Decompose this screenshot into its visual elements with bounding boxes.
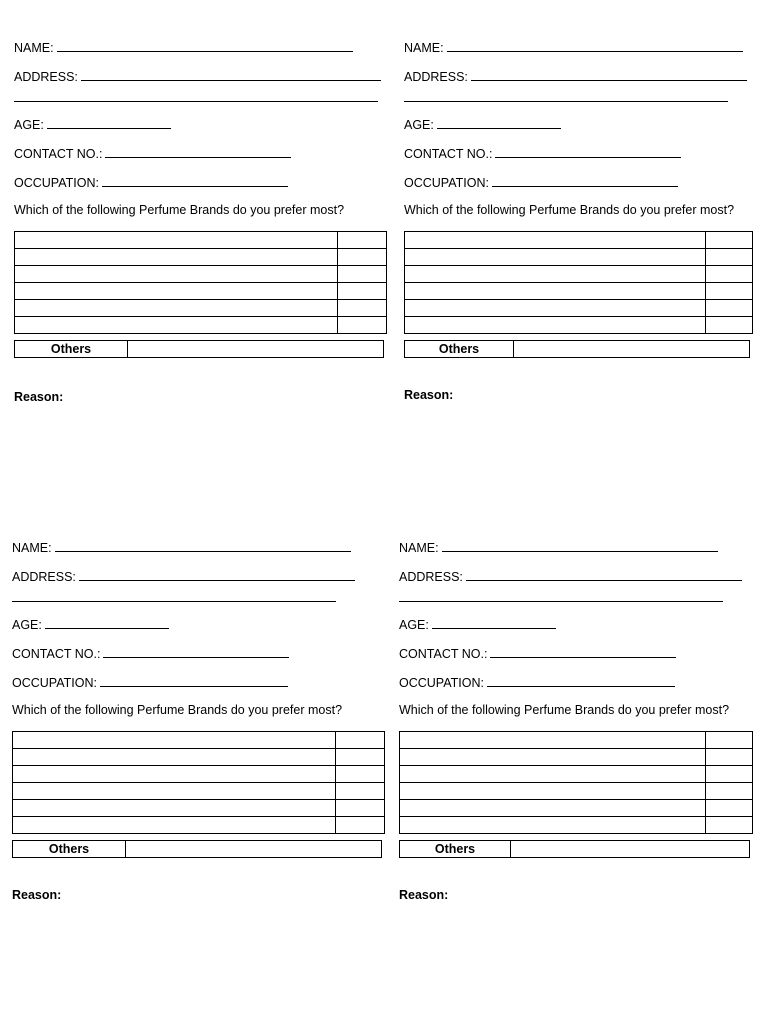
name-field[interactable]	[447, 38, 743, 52]
name-field[interactable]	[57, 38, 353, 52]
brand-name-cell[interactable]	[13, 800, 336, 817]
brand-mark-cell[interactable]	[706, 800, 753, 817]
brand-name-cell[interactable]	[405, 266, 706, 283]
brand-mark-cell[interactable]	[336, 732, 385, 749]
others-label: Others	[405, 341, 514, 358]
others-row-table	[399, 840, 750, 858]
address-field[interactable]	[466, 567, 742, 581]
table-row	[13, 783, 385, 800]
name-row	[14, 38, 353, 58]
table-row	[15, 341, 384, 358]
contact-no-row	[12, 644, 289, 664]
others-label: Others	[13, 841, 126, 858]
age-field[interactable]	[47, 115, 171, 129]
others-input-cell[interactable]	[511, 841, 750, 858]
table-row	[405, 300, 753, 317]
table-row	[13, 817, 385, 834]
others-row-table	[12, 840, 382, 858]
address-line-2-field[interactable]	[404, 100, 728, 102]
brand-name-cell[interactable]	[13, 766, 336, 783]
brand-name-cell[interactable]	[15, 249, 338, 266]
brand-name-cell[interactable]	[13, 817, 336, 834]
table-row	[13, 732, 385, 749]
brand-mark-cell[interactable]	[706, 817, 753, 834]
brand-mark-cell[interactable]	[338, 232, 387, 249]
others-label: Others	[400, 841, 511, 858]
brand-choice-table	[404, 231, 753, 334]
brand-mark-cell[interactable]	[706, 783, 753, 800]
address-label: ADDRESS:	[14, 70, 78, 84]
table-row	[400, 841, 750, 858]
perfume-question: Which of the following Perfume Brands do you prefer most?	[399, 703, 730, 717]
reason-label: Reason:	[14, 390, 64, 404]
reason-label: Reason:	[12, 888, 62, 902]
name-field[interactable]	[55, 538, 351, 552]
age-field[interactable]	[45, 615, 169, 629]
name-row	[399, 538, 718, 558]
brand-mark-cell[interactable]	[706, 283, 753, 300]
table-row	[13, 841, 382, 858]
brand-name-cell[interactable]	[400, 783, 706, 800]
occupation-field[interactable]	[487, 673, 675, 687]
name-row	[12, 538, 351, 558]
brand-name-cell[interactable]	[15, 232, 338, 249]
contact-no-label: CONTACT NO.:	[399, 647, 488, 661]
table-row	[405, 249, 753, 266]
brand-mark-cell[interactable]	[338, 300, 387, 317]
address-row	[14, 67, 381, 87]
table-row	[13, 749, 385, 766]
brand-name-cell[interactable]	[400, 766, 706, 783]
address-line-2-field[interactable]	[12, 600, 336, 602]
name-label: NAME:	[14, 41, 54, 55]
table-row	[15, 232, 387, 249]
others-input-cell[interactable]	[126, 841, 382, 858]
address-field[interactable]	[471, 67, 747, 81]
table-row	[15, 283, 387, 300]
table-row	[405, 266, 753, 283]
contact-no-field[interactable]	[490, 644, 676, 658]
table-row	[405, 317, 753, 334]
occupation-row	[404, 173, 678, 193]
brand-name-cell[interactable]	[405, 300, 706, 317]
address-label: ADDRESS:	[12, 570, 76, 584]
brand-choice-table	[12, 731, 385, 834]
brand-name-cell[interactable]	[13, 783, 336, 800]
contact-no-field[interactable]	[105, 144, 291, 158]
table-row	[405, 232, 753, 249]
contact-no-field[interactable]	[103, 644, 289, 658]
address-line-2-field[interactable]	[14, 100, 378, 102]
age-row	[12, 615, 169, 635]
occupation-label: OCCUPATION:	[399, 676, 484, 690]
occupation-row	[12, 673, 288, 693]
table-row	[400, 766, 753, 783]
age-field[interactable]	[437, 115, 561, 129]
table-row	[400, 783, 753, 800]
age-label: AGE:	[12, 618, 42, 632]
brand-mark-cell[interactable]	[338, 283, 387, 300]
perfume-question: Which of the following Perfume Brands do you prefer most?	[12, 703, 343, 717]
brand-mark-cell[interactable]	[336, 817, 385, 834]
address-label: ADDRESS:	[404, 70, 468, 84]
survey-form-bottom-right	[399, 538, 750, 958]
perfume-question: Which of the following Perfume Brands do you prefer most?	[14, 203, 345, 217]
brand-mark-cell[interactable]	[706, 732, 753, 749]
occupation-field[interactable]	[100, 673, 288, 687]
address-label: ADDRESS:	[399, 570, 463, 584]
others-row-table	[404, 340, 750, 358]
others-label: Others	[15, 341, 128, 358]
perfume-question: Which of the following Perfume Brands do you prefer most?	[404, 203, 735, 217]
brand-name-cell[interactable]	[400, 749, 706, 766]
brand-name-cell[interactable]	[15, 300, 338, 317]
address-field[interactable]	[79, 567, 355, 581]
contact-no-label: CONTACT NO.:	[404, 147, 493, 161]
age-row	[404, 115, 561, 135]
brand-mark-cell[interactable]	[706, 300, 753, 317]
address-row	[404, 67, 747, 87]
brand-mark-cell[interactable]	[336, 749, 385, 766]
table-row	[400, 800, 753, 817]
brand-mark-cell[interactable]	[336, 800, 385, 817]
occupation-field[interactable]	[492, 173, 678, 187]
brand-name-cell[interactable]	[15, 317, 338, 334]
brand-mark-cell[interactable]	[706, 266, 753, 283]
name-label: NAME:	[12, 541, 52, 555]
name-label: NAME:	[404, 41, 444, 55]
brand-name-cell[interactable]	[405, 283, 706, 300]
occupation-label: OCCUPATION:	[404, 176, 489, 190]
brand-name-cell[interactable]	[15, 266, 338, 283]
table-row	[400, 817, 753, 834]
brand-name-cell[interactable]	[405, 317, 706, 334]
occupation-label: OCCUPATION:	[14, 176, 99, 190]
table-row	[13, 800, 385, 817]
others-input-cell[interactable]	[128, 341, 384, 358]
age-row	[14, 115, 171, 135]
contact-no-label: CONTACT NO.:	[14, 147, 103, 161]
occupation-row	[399, 673, 675, 693]
brand-name-cell[interactable]	[400, 732, 706, 749]
name-label: NAME:	[399, 541, 439, 555]
address-field[interactable]	[81, 67, 381, 81]
age-label: AGE:	[404, 118, 434, 132]
contact-no-label: CONTACT NO.:	[12, 647, 101, 661]
brand-mark-cell[interactable]	[338, 249, 387, 266]
brand-mark-cell[interactable]	[706, 317, 753, 334]
table-row	[405, 341, 750, 358]
survey-form-top-right	[404, 38, 750, 458]
address-row	[399, 567, 742, 587]
brand-name-cell[interactable]	[405, 249, 706, 266]
brand-mark-cell[interactable]	[338, 266, 387, 283]
occupation-row	[14, 173, 288, 193]
table-row	[15, 317, 387, 334]
table-row	[15, 249, 387, 266]
age-field[interactable]	[432, 615, 556, 629]
brand-choice-table	[399, 731, 753, 834]
table-row	[400, 732, 753, 749]
contact-no-row	[14, 144, 291, 164]
table-row	[405, 283, 753, 300]
contact-no-row	[404, 144, 681, 164]
age-row	[399, 615, 556, 635]
brand-name-cell[interactable]	[400, 817, 706, 834]
occupation-label: OCCUPATION:	[12, 676, 97, 690]
brand-choice-table	[14, 231, 387, 334]
address-row	[12, 567, 355, 587]
name-row	[404, 38, 743, 58]
contact-no-row	[399, 644, 676, 664]
others-input-cell[interactable]	[514, 341, 750, 358]
survey-form-top-left	[14, 38, 384, 458]
contact-no-field[interactable]	[495, 144, 681, 158]
table-row	[15, 266, 387, 283]
brand-mark-cell[interactable]	[706, 766, 753, 783]
table-row	[15, 300, 387, 317]
brand-mark-cell[interactable]	[706, 249, 753, 266]
brand-mark-cell[interactable]	[706, 749, 753, 766]
table-row	[13, 766, 385, 783]
brand-name-cell[interactable]	[405, 232, 706, 249]
address-line-2-field[interactable]	[399, 600, 723, 602]
brand-mark-cell[interactable]	[336, 766, 385, 783]
others-row-table	[14, 340, 384, 358]
age-label: AGE:	[399, 618, 429, 632]
table-row	[400, 749, 753, 766]
reason-label: Reason:	[399, 888, 449, 902]
brand-mark-cell[interactable]	[338, 317, 387, 334]
occupation-field[interactable]	[102, 173, 288, 187]
brand-name-cell[interactable]	[13, 749, 336, 766]
survey-form-bottom-left	[12, 538, 382, 958]
reason-label: Reason:	[404, 388, 454, 402]
name-field[interactable]	[442, 538, 718, 552]
brand-mark-cell[interactable]	[336, 783, 385, 800]
brand-name-cell[interactable]	[13, 732, 336, 749]
brand-mark-cell[interactable]	[706, 232, 753, 249]
brand-name-cell[interactable]	[400, 800, 706, 817]
age-label: AGE:	[14, 118, 44, 132]
brand-name-cell[interactable]	[15, 283, 338, 300]
